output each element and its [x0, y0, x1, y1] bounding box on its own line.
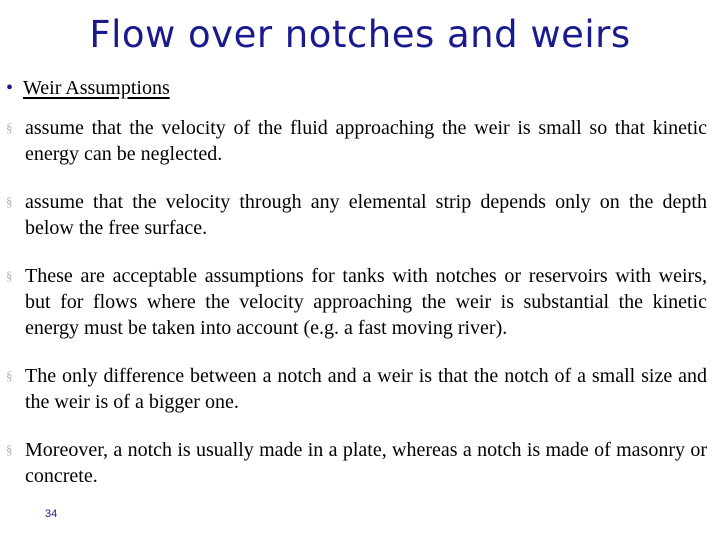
section-marker-icon: §	[6, 194, 13, 209]
section-marker-icon: §	[6, 368, 13, 383]
section-marker-icon: §	[6, 120, 13, 135]
section-heading-text: Weir Assumptions	[23, 77, 170, 99]
bullet-text: These are acceptable assumptions for tanks with notches or reservoirs with weirs, but for flows where the velocity approaching the weir is substantial the kinetic energy must be taken into account (e.g. a fast moving river).	[25, 265, 707, 339]
slide-title: Flow over notches and weirs	[89, 13, 631, 56]
bullet-dot-icon: •	[6, 77, 14, 99]
bullet-item	[0, 189, 707, 241]
bullet-text: Moreover, a notch is usually made in a plate, whereas a notch is made of masonry or concrete.	[25, 439, 707, 487]
section-heading	[6, 75, 170, 101]
bullet-list	[0, 115, 720, 511]
bullet-text: assume that the velocity through any elemental strip depends only on the depth below the free surface.	[25, 191, 707, 239]
bullet-item	[0, 115, 707, 167]
bullet-text: assume that the velocity of the fluid approaching the weir is small so that kinetic energy can be neglected.	[25, 117, 707, 165]
bullet-text: The only difference between a notch and a weir is that the notch of a small size and the weir is of a bigger one.	[25, 365, 707, 413]
bullet-item	[0, 437, 707, 489]
bullet-item	[0, 263, 707, 341]
page-number: 34	[45, 508, 58, 520]
section-marker-icon: §	[6, 442, 13, 457]
section-marker-icon: §	[6, 268, 13, 283]
bullet-item	[0, 363, 707, 415]
